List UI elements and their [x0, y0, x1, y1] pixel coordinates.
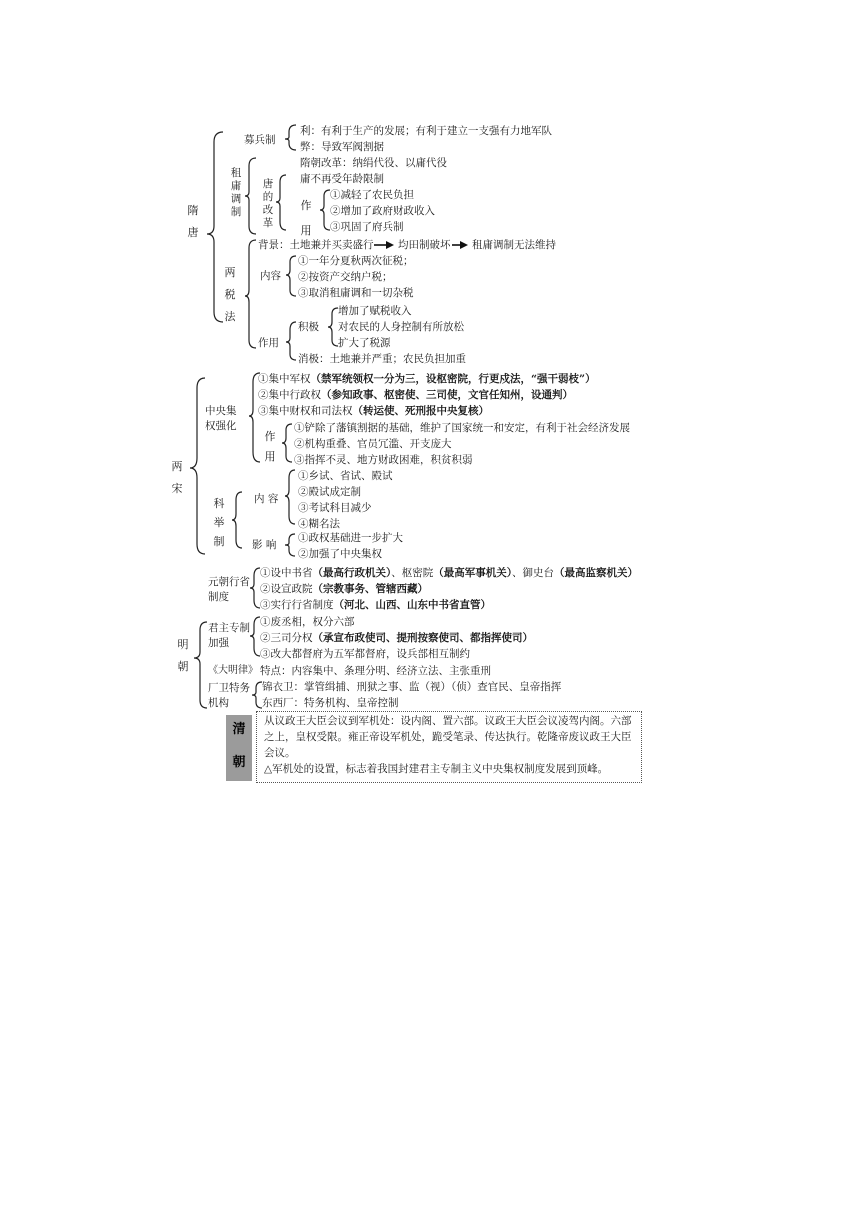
positive-label: 积极: [298, 321, 319, 333]
song-effect-3: ③指挥不灵、地方财政困难，积贫积弱: [294, 454, 473, 466]
autocracy-item-1: ①废丞相，权分六部: [260, 616, 355, 628]
mubing-advantage: 利：有利于生产的发展；有利于建立一支强有力地军队: [300, 125, 552, 137]
qing-line-4: △军机处的设置，标志着我国封建君主专制主义中央集权制度发展到顶峰。: [264, 763, 609, 775]
liangshui-content-2: ②按资产交纳户税；: [298, 271, 393, 283]
sui-tang-label: 隋唐: [187, 204, 199, 239]
mubing-label: 募兵制: [244, 134, 276, 146]
liangshui-effect-label: 作用: [258, 337, 279, 349]
liangshui-content-3: ③取消租庸调和一切杂税: [298, 287, 414, 299]
ming-law-text: 特点：内容集中、条理分明、经济立法、主张重刑: [260, 665, 491, 677]
autocracy-item-2: ②三司分权（承宣布政使司、提刑按察使司、都指挥使司）: [260, 632, 533, 644]
zuyongdiao-effect-3: ③巩固了府兵制: [330, 221, 404, 233]
ming-label: 明朝: [177, 638, 189, 673]
keju-impact-1: ①政权基础进一步扩大: [298, 532, 403, 544]
spy-item-2: 东西厂：特务机构、皇帝控制: [262, 697, 399, 709]
zuyongdiao-label: 租庸调制: [230, 167, 242, 218]
centralize-item-2: ②集中行政权（参知政事、枢密使、三司使，文官任知州，设通判）: [258, 389, 573, 401]
tang-reform-label: 唐的改革: [262, 178, 274, 229]
liangshui-content-label: 内容: [260, 270, 281, 282]
liangshui-label: 两税法: [224, 266, 236, 323]
yuan-item-2: ②设宣政院（宗教事务、管辖西藏）: [260, 583, 428, 595]
yuan-label: 元朝行省制度: [208, 576, 250, 603]
positive-2: 对农民的人身控制有所放松: [338, 321, 464, 333]
ming-law-label: 《大明律》: [208, 665, 258, 676]
qing-line-3: 会议。: [264, 747, 296, 759]
song-effect-2: ②机构重叠、官员冗滥、开支庞大: [294, 438, 452, 450]
keju-label: 科举制: [213, 497, 225, 548]
sui-reform: 隋朝改革：纳绢代役、以庸代役: [300, 157, 447, 169]
keju-content-2: ②殿试成定制: [298, 486, 361, 498]
negative-effect: 消极：土地兼并严重；农民负担加重: [298, 353, 466, 365]
keju-content-1: ①乡试、省试、殿试: [298, 470, 393, 482]
zuyongdiao-effect-2: ②增加了政府财政收入: [330, 205, 435, 217]
qing-label-char-2: 朝: [232, 755, 246, 770]
centralize-item-3: ③集中财权和司法权（转运使、死刑报中央复核）: [258, 405, 489, 417]
zuyongdiao-effect-label: 作用: [300, 199, 312, 237]
liang-song-label: 两宋: [171, 460, 183, 495]
yuan-item-3: ③实行行省制度（河北、山西、山东中书省直管）: [260, 599, 491, 611]
keju-content-3: ③考试科目减少: [298, 502, 372, 514]
keju-content-4: ④糊名法: [298, 518, 340, 530]
song-effect-1: ①铲除了藩镇割据的基础，维护了国家统一和安定，有利于社会经济发展: [294, 422, 630, 434]
liangshui-background: 背景：土地兼并买卖盛行: [258, 239, 374, 251]
positive-1: 增加了赋税收入: [338, 305, 412, 317]
spy-agency-label: 厂卫特务机构: [208, 682, 250, 709]
qing-label-char-1: 清: [232, 722, 246, 737]
mubing-disadvantage: 弊：导致军阀割据: [300, 141, 384, 153]
qing-line-2: 之上，皇权受限。雍正帝设军机处，跪受笔录、传达执行。乾隆帝废议政王大臣: [264, 731, 632, 743]
yong-no-age-limit: 庸不再受年龄限制: [300, 173, 384, 185]
song-effect-label: 作用: [264, 430, 276, 463]
keju-content-label: 内 容: [254, 493, 279, 505]
positive-3: 扩大了税源: [338, 337, 391, 349]
centralize-label: 中央集权强化: [205, 405, 237, 432]
liangshui-background-step3: 租庸调制无法维持: [472, 239, 556, 251]
centralize-item-1: ①集中军权（禁军统领权一分为三，设枢密院，行更戍法，“强干弱枝”）: [258, 373, 596, 385]
keju-impact-2: ②加强了中央集权: [298, 548, 382, 560]
autocracy-item-3: ③改大都督府为五军都督府，设兵部相互制约: [260, 648, 470, 660]
yuan-item-1: ①设中书省（最高行政机关）、枢密院（最高军事机关）、御史台（最高监察机关）: [260, 567, 638, 579]
autocracy-label: 君主专制加强: [208, 622, 250, 649]
liangshui-content-1: ①一年分夏秋两次征税；: [298, 255, 414, 267]
zuyongdiao-effect-1: ①减轻了农民负担: [330, 189, 414, 201]
spy-item-1: 锦衣卫：掌管缉捕、刑狱之事、监（视）（侦）查官民、皇帝指挥: [262, 681, 562, 693]
liangshui-background-step2: 均田制破坏: [398, 239, 451, 251]
keju-impact-label: 影 响: [252, 539, 277, 551]
qing-line-1: 从议政王大臣会议到军机处：设内阁、置六部。议政王大臣会议凌驾内阁。六部: [264, 715, 632, 727]
